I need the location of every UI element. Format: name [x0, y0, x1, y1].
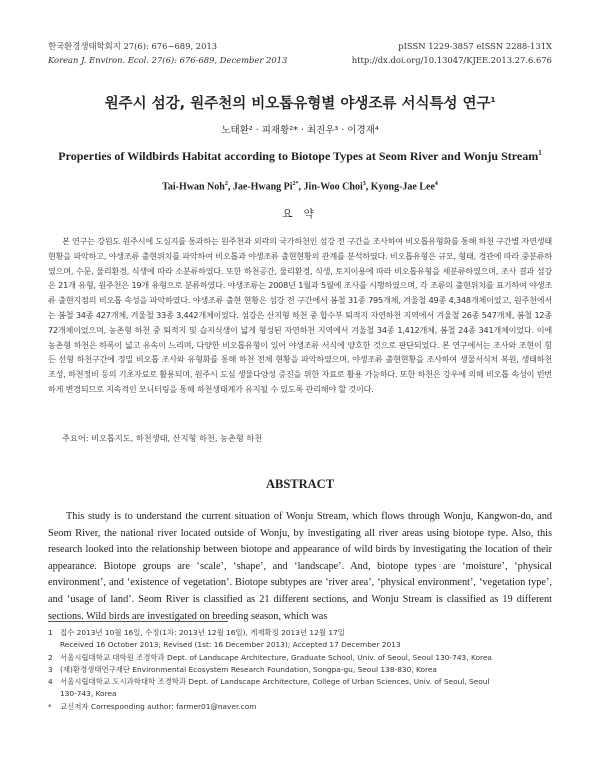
- footnote-1-line1: 접수 2013년 10월 16일, 수정(1차: 2013년 12월 16일), 게재확정 2013년 12월 17일: [60, 628, 345, 637]
- authors-english: Tai-Hwan Noh$^2$, Jae-Hwang $Pi^{2*}$, Jin-Woo Choi$^3$, Kyong-Jae Lee$^4$: [162, 181, 438, 193]
- footnote-corresponding: [48, 701, 552, 713]
- footnote-4-line1: 서울시립대학교 도시과학대학 조경학과 Dept. of Landscape Architecture, College of Urban Sciences, Univ. of Seoul, Seoul: [60, 677, 490, 686]
- title-korean: [0, 92, 600, 113]
- footnote-1-number: 1: [48, 628, 53, 637]
- abstract-heading: ABSTRACT: [265, 477, 335, 491]
- author-4: Kyong-Jae Lee: [370, 181, 435, 193]
- footnote-2: [48, 652, 552, 664]
- footnote-4-number: 4: [48, 677, 53, 686]
- korean-keywords: 주요어: 비오톱지도, 하천생태, 산지형 하천, 농촌형 하천: [62, 433, 263, 443]
- journal-name-kr: 한국환경생태학회지 27(6): 676~689, 2013: [48, 41, 218, 51]
- footnote-2-text: 서울시립대학교 대학원 조경학과 Dept. of Landscape Architecture, Graduate School, Univ. of Seoul, Seoul 130-743, Korea: [60, 653, 492, 662]
- korean-abstract-heading: 요 약: [282, 208, 318, 220]
- footnote-1-line2: Received 16 October 2013; Revised (1st: 16 December 2013); Accepted 17 December 2013: [60, 639, 401, 649]
- korean-abstract-body: 본 연구는 강원도 원주시에 도심지를 통과하는 원주천과 외곽의 국가하천인 섬강 전 구간을 조사하여 비오톱유형화를 통해 하천 구간별 자연생태 현황을 파악하고, 야생조류 출현위치를 파악하여 비오톱과 야생조류 출현현황의 관계를 분석하였다. 비오톱유형은 규모, 형태, 경관에 따라 중분류하였으며, 수문, 물리환경, 식생에 따라 소분류하였다. 또한 하천공간, 물리환경, 식생, 토지이용에 따라 비오톱유형을 세분류하였으며, 조사 결과 섬강은 21개 유형, 원주천은 19개 유형으로 분류하였다. 야생조류는 2008년 1월과 5월에 조사를 시행하였으며, 각 조류의 출현위치를 표기하여 야생조류 출현지점의 비오톱 속성을 파악하였다. 야생조류 출현 현황은 섬강 전 구간에서 봄철 31종 795개체, 겨울철 49종 4,348개체이었고, 원주천에서는 봄철 34종 427개체, 겨울철 33종 3,442개체이었다. 섬강은 산지형 하천 중 합수부 퇴적지 자연하천 지역에서 겨울철 26종 547개체, 봄철 12종 72개체이었으며, 농촌형 하천 중 퇴적지 및 습지식생이 넓게 형성된 자연하천 지역에서 겨울철 34종 1,412개체, 봄철 24종 341개체이었다. 이에 농촌형 하천은 하폭이 넓고 유속이 느리며, 다양한 비오톱유형이 있어 야생조류 서식에 양호한 것으로 판단되었다. 본 연구에서는 조사와 조현이 힘든 선형 하천구간에 정밀 비오톱 조사와 유형화를 통해 하천 전체 현황을 파악하였으며, 야생조류 출현현황을 조사하여 생물서식처 복원, 생태하천 조성, 하천정비 등의 기초자료로 활용되며, 원주시 도심 생물다양성 증진을 위한 자료로 활용 가능하다. 또한 하천은 강우에 의해 비오톱 속성이 빈번하게 변경되므로 지속적인 모니터링을 통해 하천생태계가 유지될 수 있도록 관리해야 할 것이다.: [48, 236, 552, 394]
- title-english-text: Properties of Wildbirds Habitat according to Biotope Types at Seom River and Wonju Stream: [58, 149, 539, 163]
- authors-korean: 노태환² · 피재황²* · 최진우³ · 이경재⁴: [221, 125, 379, 136]
- title-korean-text: 원주시 섬강, 원주천의 비오톱유형별 야생조류 서식특성 연구: [104, 96, 491, 112]
- footnote-3-number: 3: [48, 665, 53, 674]
- footnote-corresponding-mark: *: [48, 702, 52, 711]
- journal-header-right: [352, 39, 552, 67]
- corresponding-author-text: 교신저자 Corresponding author: farmer01@naver.com: [60, 702, 257, 711]
- footnote-4: [48, 676, 552, 699]
- doi-link[interactable]: http://dx.doi.org/10.13047/KJEE.2013.27.6.676: [351, 55, 552, 65]
- author-1: Tai-Hwan Noh: [162, 181, 225, 193]
- title-english-footnote-mark: 1: [538, 149, 542, 157]
- journal-name-en: Korean J. Environ. Ecol. 27(6): 676-689, December 2013: [48, 55, 288, 65]
- footnote-2-number: 2: [48, 653, 53, 662]
- author-3-affil: 3: [362, 181, 366, 187]
- author-3: Jin-Woo Choi: [303, 181, 363, 193]
- journal-header-left: [48, 39, 287, 67]
- title-korean-footnote-mark: 1: [490, 96, 496, 105]
- footnote-3-text: (재)환경생태연구재단 Environmental Ecosystem Research Foundation, Songpa-gu, Seoul 138-830, Korea: [60, 665, 437, 674]
- english-abstract-body: This study is to understand the current situation of Wonju Stream, which flows through Wonju, Kangwon-do, and Seom River, the national river located outside of Wonju, by investigating all river areas using biotope type. Also, this research looked into the relationship between biotope and appearance of wild birds by investigating the location of their appearance. Biotope groups are ‘scale’, ‘shape’, and ‘landscape’. And, biotope types are ‘moisture’, ‘physical environment’, and ‘existence of vegetation’. Biotope subtypes are ‘river area’, ‘physical environment’, ‘vegetation type’, and ‘usage of land’. Seom River is classified as 21 different sections, and Wonju Stream is classified as 19 different sections. Wild birds are investigated on breeding season, which was: [48, 511, 552, 622]
- author-1-affil: 2: [224, 181, 228, 187]
- footnote-4-line2: 130-743, Korea: [60, 688, 117, 698]
- footnote-1: [48, 627, 552, 650]
- footnote-3: [48, 664, 552, 676]
- issn: pISSN 1229-3857 eISSN 2288-131X: [398, 41, 552, 51]
- author-2: Jae-Hwang Pi: [232, 181, 293, 193]
- title-english: [0, 149, 600, 164]
- author-4-affil: 4: [434, 181, 438, 187]
- author-2-affil: 2*: [292, 181, 299, 187]
- footnote-divider: [48, 621, 228, 622]
